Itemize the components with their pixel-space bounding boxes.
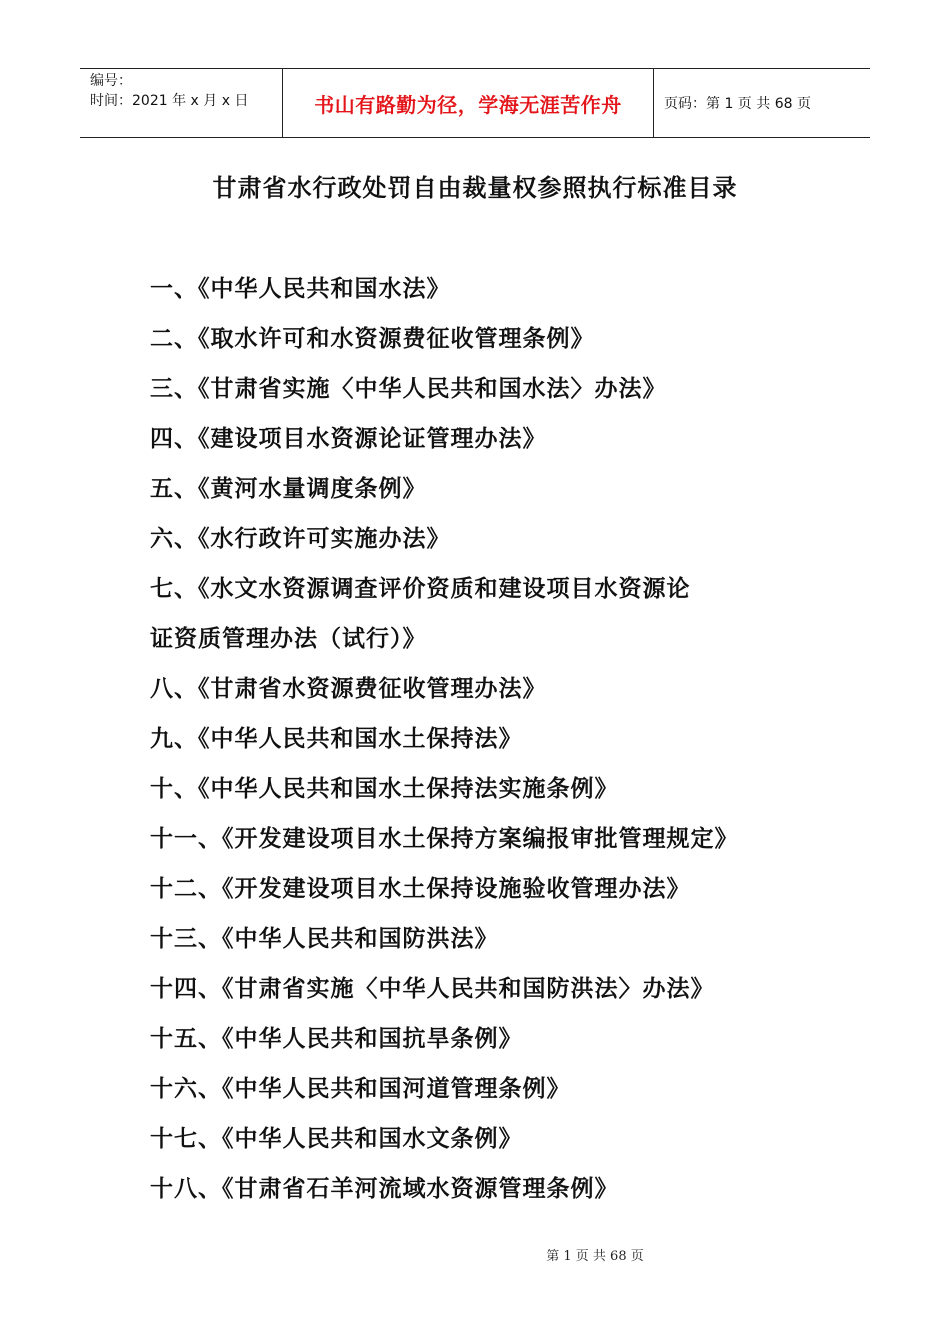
toc-item: 十八、《甘肃省石羊河流域水资源管理条例》 — [150, 1175, 619, 1202]
toc-item: 六、《水行政许可实施办法》 — [150, 525, 451, 552]
table-of-contents — [150, 264, 840, 1214]
header-slogan: 书山有路勤为径，学海无涯苦作舟 — [282, 69, 654, 137]
toc-item: 十、《中华人民共和国水土保持法实施条例》 — [150, 775, 619, 802]
toc-item: 十六、《中华人民共和国河道管理条例》 — [150, 1075, 571, 1102]
toc-item: 五、《黄河水量调度条例》 — [150, 475, 427, 502]
toc-item: 八、《甘肃省水资源费征收管理办法》 — [150, 675, 547, 702]
toc-item: 三、《甘肃省实施〈中华人民共和国水法〉办法》 — [150, 375, 667, 402]
toc-item: 十四、《甘肃省实施〈中华人民共和国防洪法〉办法》 — [150, 975, 715, 1002]
document-number-label: 编号： — [90, 73, 132, 89]
header-page-info: 页码：第 1 页 共 68 页 — [664, 96, 811, 112]
document-date: 时间：2021 年 x 月 x 日 — [90, 93, 249, 109]
toc-item: 十七、《中华人民共和国水文条例》 — [150, 1125, 523, 1152]
document-title: 甘肃省水行政处罚自由裁量权参照执行标准目录 — [212, 173, 738, 202]
header-meta — [80, 69, 282, 137]
toc-item: 九、《中华人民共和国水土保持法》 — [150, 725, 523, 752]
toc-item: 七、《水文水资源调查评价资质和建设项目水资源论 — [150, 575, 691, 602]
toc-item: 二、《取水许可和水资源费征收管理条例》 — [150, 325, 595, 352]
toc-item: 十二、《开发建设项目水土保持设施验收管理办法》 — [150, 875, 691, 902]
toc-item: 四、《建设项目水资源论证管理办法》 — [150, 425, 547, 452]
toc-item: 十三、《中华人民共和国防洪法》 — [150, 925, 499, 952]
toc-item: 十一、《开发建设项目水土保持方案编报审批管理规定》 — [150, 825, 739, 852]
page-header — [80, 68, 870, 138]
toc-item: 一、《中华人民共和国水法》 — [150, 275, 451, 302]
toc-item-continuation: 证资质管理办法（试行）》 — [150, 625, 427, 652]
toc-item: 十五、《中华人民共和国抗旱条例》 — [150, 1025, 523, 1052]
page-footer: 第 1 页 共 68 页 — [546, 1249, 644, 1264]
